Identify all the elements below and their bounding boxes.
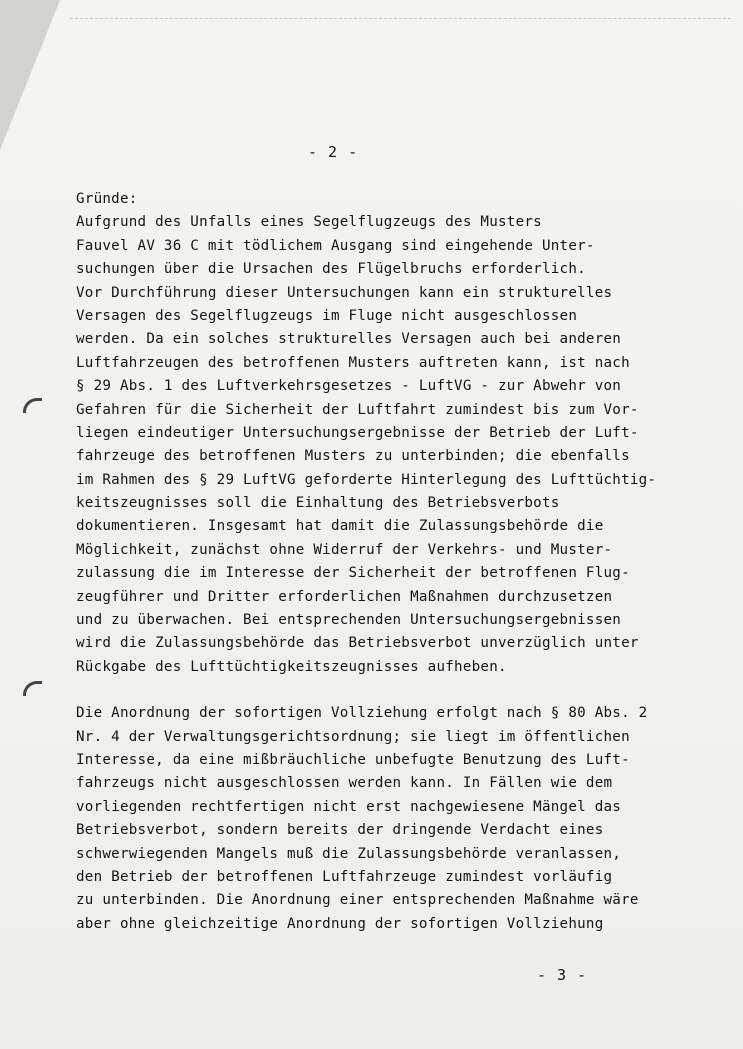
text-line: Rückgabe des Lufttüchtigkeitszeugnisses aufheben. (76, 658, 507, 675)
text-line: Betriebsverbot, sondern bereits der dringende Verdacht eines (76, 822, 604, 839)
text-line: suchungen über die Ursachen des Flügelbruchs erforderlich. (76, 261, 586, 278)
text-line: Gefahren für die Sicherheit der Luftfahrt zumindest bis zum Vor- (76, 401, 639, 418)
text-line: aber ohne gleichzeitige Anordnung der sofortigen Vollziehung (76, 915, 604, 932)
text-line: vorliegenden rechtfertigen nicht erst nachgewiesene Mängel das (76, 798, 622, 815)
text-line: fahrzeuge des betroffenen Musters zu unterbinden; die ebenfalls (76, 448, 630, 465)
section-heading: Gründe: (76, 191, 138, 207)
next-page-marker: - 3 - (537, 966, 588, 984)
punch-hole-mark-upper (23, 398, 42, 413)
text-line: und zu überwachen. Bei entsprechenden Untersuchungsergebnissen (76, 612, 622, 629)
text-line: zulassung die im Interesse der Sicherheit der betroffenen Flug- (76, 565, 630, 582)
text-line: liegen eindeutiger Untersuchungsergebnisse der Betrieb der Luft- (76, 424, 639, 441)
text-line: Die Anordnung der sofortigen Vollziehung erfolgt nach § 80 Abs. 2 (76, 705, 648, 722)
page-number: - 2 - (308, 143, 359, 161)
text-line: Aufgrund des Unfalls eines Segelflugzeugs des Musters (76, 214, 542, 231)
text-line: dokumentieren. Insgesamt hat damit die Zulassungsbehörde die (76, 518, 604, 535)
text-line: Möglichkeit, zunächst ohne Widerruf der Verkehrs- und Muster- (76, 541, 613, 558)
text-line: keitszeugnisses soll die Einhaltung des Betriebsverbots (76, 495, 560, 512)
punch-hole-mark-lower (23, 681, 42, 696)
paragraph-immediate-enforcement (76, 702, 686, 936)
text-line: im Rahmen des § 29 LuftVG geforderte Hinterlegung des Lufttüchtig- (76, 471, 657, 488)
folded-corner (0, 0, 60, 150)
paragraph-reasons (76, 211, 686, 679)
text-line: zu unterbinden. Die Anordnung einer entsprechenden Maßnahme wäre (76, 892, 639, 909)
text-line: werden. Da ein solches strukturelles Versagen auch bei anderen (76, 331, 622, 348)
text-line: Versagen des Segelflugzeugs im Fluge nicht ausgeschlossen (76, 307, 578, 324)
text-line: Fauvel AV 36 C mit tödlichem Ausgang sind eingehende Unter- (76, 237, 595, 254)
text-line: den Betrieb der betroffenen Luftfahrzeuge zumindest vorläufig (76, 868, 613, 885)
text-line: Nr. 4 der Verwaltungsgerichtsordnung; sie liegt im öffentlichen (76, 728, 630, 745)
text-line: Interesse, da eine mißbräuchliche unbefugte Benutzung des Luft- (76, 751, 630, 768)
text-line: § 29 Abs. 1 des Luftverkehrsgesetzes - LuftVG - zur Abwehr von (76, 378, 622, 395)
text-line: zeugführer und Dritter erforderlichen Maßnahmen durchzusetzen (76, 588, 613, 605)
text-line: wird die Zulassungsbehörde das Betriebsverbot unverzüglich unter (76, 635, 639, 652)
text-line: fahrzeugs nicht ausgeschlossen werden kann. In Fällen wie dem (76, 775, 613, 792)
text-line: Luftfahrzeugen des betroffenen Musters auftreten kann, ist nach (76, 354, 630, 371)
document-body (76, 188, 686, 936)
text-line: Vor Durchführung dieser Untersuchungen kann ein strukturelles (76, 284, 613, 301)
text-line: schwerwiegenden Mangels muß die Zulassungsbehörde veranlassen, (76, 845, 622, 862)
page-top-edge (70, 18, 731, 19)
paragraph-spacer (76, 679, 686, 702)
